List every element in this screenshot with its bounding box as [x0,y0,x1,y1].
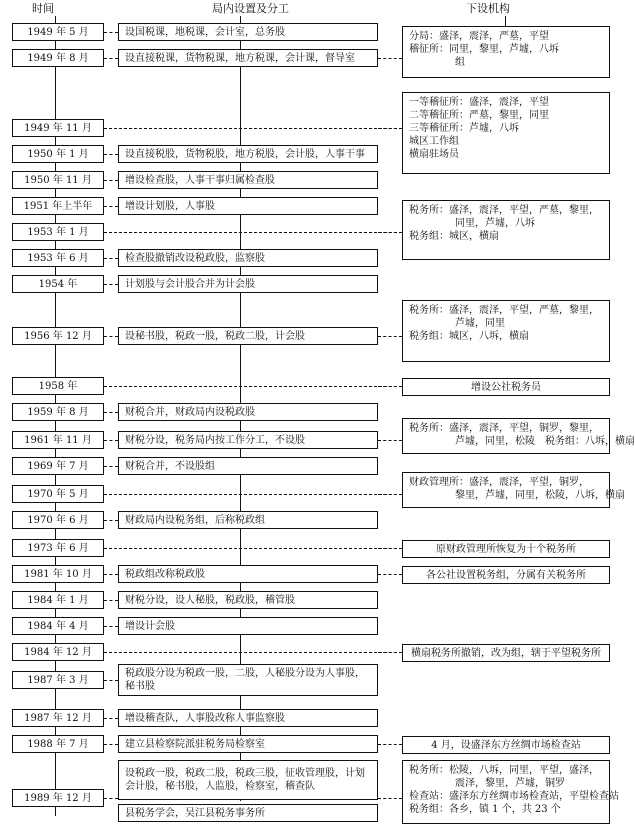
connector-dashed-long [104,386,402,387]
department-box: 建立县检察院派驻税务局检察室 [118,735,378,753]
time-box: 1984 年 12 月 [12,643,104,661]
time-box: 1981 年 10 月 [12,565,104,583]
time-box: 1953 年 6 月 [12,249,104,267]
time-box: 1970 年 5 月 [12,485,104,503]
header-department: 局内设置及分工 [212,2,289,15]
sub-unit-line: 稽征所：同里，黎里，芦墟，八坼 [409,44,559,55]
sub-unit-box [402,92,610,174]
department-box: 税政组改称税政股 [118,565,378,583]
sub-unit-box [402,418,635,454]
sub-unit-line: 4 月，设盛泽东方丝绸市场检查站 [431,739,581,751]
department-box: 增设计划股，人事股 [118,197,378,215]
sub-unit-box [402,300,610,362]
time-box: 1953 年 1 月 [12,223,104,241]
sub-unit-line: 税务所：盛泽，震泽，平望，严墓，黎里， [409,305,599,316]
connector-dashed [378,574,402,575]
sub-unit-box [402,760,619,824]
department-box: 增设计会股 [118,617,378,635]
department-box: 设直接税股，货物税股，地方税股，会计股，人事干事 [118,145,378,163]
time-box: 1951 年上半年 [12,197,104,215]
connector-dashed-long [104,652,402,653]
connector-dashed [104,440,118,441]
sub-units-spine-line [505,16,506,26]
sub-unit-line: 横扇驻场员 [409,149,459,160]
department-box: 设秘书股，税政一股，税政二股，计会股 [118,327,378,345]
sub-unit-line: 税务所：松陵，八坼，同里，平望，盛泽， [409,765,599,776]
connector-dashed [104,466,118,467]
department-box: 财政局内设税务组，后称税政组 [118,511,378,529]
connector-dashed [104,520,118,521]
sub-unit-box [402,736,610,754]
department-box-1989-a: 设税政一股，税政二股，税政三股，征收管理股，计划会计股，秘书股，人监股，检察室，稽查队 [118,760,378,800]
sub-unit-line: 增设公社税务员 [471,381,541,393]
sub-unit-line: 横扇税务所撤销，改为组，辖于平望税务所 [411,647,601,659]
connector-dashed [378,58,402,59]
department-box: 财税分设，税务局内按工作分工，不设股 [118,431,378,449]
connector-dashed [104,680,118,681]
sub-unit-line: 震泽，黎里，芦墟，铜罗 [455,778,565,789]
department-box: 财税合并，不设股组 [118,457,378,475]
department-box: 设直接税课，货物税课，地方税课，会计课，督导室 [118,49,378,67]
connector-dashed [104,336,118,337]
time-box: 1954 年 [12,275,104,293]
time-box: 1959 年 8 月 [12,403,104,421]
sub-unit-box [402,472,625,508]
time-box: 1949 年 5 月 [12,23,104,41]
connector-dashed [104,58,118,59]
sub-unit-box [402,378,610,396]
sub-unit-box [402,566,610,584]
sub-unit-line: 检查站：盛泽东方丝绸市场检查站，平望检查站 [409,791,619,802]
time-box: 1973 年 6 月 [12,539,104,557]
sub-unit-line: 税务组：城区，八坼，横扇 [409,331,529,342]
connector-dashed-long [104,494,402,495]
sub-unit-line: 原财政管理所恢复为十个税务所 [436,543,576,555]
connector-dashed-long [104,128,402,129]
sub-unit-box [402,644,610,662]
department-box: 增设稽查队，人事股改称人事监察股 [118,709,378,727]
time-box: 1987 年 3 月 [12,671,104,689]
sub-unit-line: 税务所：盛泽，震泽，平望，严墓，黎里， [409,205,599,216]
time-box: 1950 年 11 月 [12,171,104,189]
time-box: 1956 年 12 月 [12,327,104,345]
department-box: 财税分设，设人秘股，税政股，稽管股 [118,591,378,609]
time-box: 1970 年 6 月 [12,511,104,529]
connector-dashed [104,798,118,799]
time-box: 1949 年 8 月 [12,49,104,67]
sub-unit-line: 各公社设置税务组，分属有关税务所 [426,569,586,581]
sub-unit-line: 黎里，芦墟，同里，松陵，八坼，横扇 [455,490,625,501]
connector-dashed-long [104,548,402,549]
time-box: 1987 年 12 月 [12,709,104,727]
department-box: 计划股与会计股合并为计会股 [118,275,378,293]
connector-dashed [104,284,118,285]
connector-dashed [104,206,118,207]
sub-unit-line: 税务组：城区，横扇 [409,231,499,242]
connector-dashed [104,180,118,181]
sub-unit-line: 税务所：盛泽，震泽，平望，铜罗，黎里， [409,423,599,434]
connector-dashed-long [104,232,402,233]
sub-unit-line: 财政管理所：盛泽，震泽，平望，铜罗， [409,477,589,488]
time-box: 1984 年 4 月 [12,617,104,635]
department-box: 财税合并，财政局内设税政股 [118,403,378,421]
time-box: 1984 年 1 月 [12,591,104,609]
sub-unit-line: 二等稽征所：严墓，黎里，同里 [409,110,549,121]
time-box: 1989 年 12 月 [12,789,104,807]
department-box-1989-b: 县税务学会，吴江县税务事务所 [118,804,378,822]
header-sub-units: 下设机构 [466,2,510,15]
sub-unit-line: 三等稽征所：芦墟，八坼 [409,123,519,134]
connector-dashed [378,440,402,441]
connector-dashed [104,258,118,259]
sub-unit-line: 城区工作组 [409,136,459,147]
connector-dashed [104,718,118,719]
time-box: 1961 年 11 月 [12,431,104,449]
sub-unit-line: 一等稽征所：盛泽，震泽，平望 [409,97,549,108]
sub-unit-box [402,540,610,558]
connector-dashed [378,798,402,799]
sub-unit-line: 芦墟，同里 [455,318,505,329]
sub-unit-box [402,26,610,78]
time-box: 1949 年 11 月 [12,119,104,137]
header-time: 时间 [32,2,54,15]
time-box: 1988 年 7 月 [12,735,104,753]
sub-unit-line: 税务组：各乡，镇 1 个，共 23 个 [409,804,561,815]
department-box: 检查股撤销改设税政股，监察股 [118,249,378,267]
time-box: 1969 年 7 月 [12,457,104,475]
time-box: 1950 年 1 月 [12,145,104,163]
sub-unit-box [402,200,610,260]
sub-unit-line: 同里，芦墟，八坼 [455,218,535,229]
sub-unit-line: 分局：盛泽，震泽，严墓，平望 [409,31,549,42]
connector-dashed [104,600,118,601]
connector-dashed [104,32,118,33]
sub-unit-line: 组 [455,57,465,68]
connector-dashed [104,744,118,745]
connector-dashed [104,412,118,413]
connector-dashed [378,336,402,337]
connector-dashed [378,744,402,745]
department-box: 设国税课，地税课，会计室，总务股 [118,23,378,41]
connector-dashed [104,626,118,627]
sub-unit-line: 芦墟，同里，松陵 税务组：八坼，横扇 [455,436,635,447]
time-box: 1958 年 [12,377,104,395]
connector-dashed [104,154,118,155]
department-box: 税政股分设为税政一股，二股，人秘股分设为人事股，秘书股 [118,664,378,696]
connector-dashed [104,574,118,575]
department-box: 增设检查股，人事干事归属检查股 [118,171,378,189]
